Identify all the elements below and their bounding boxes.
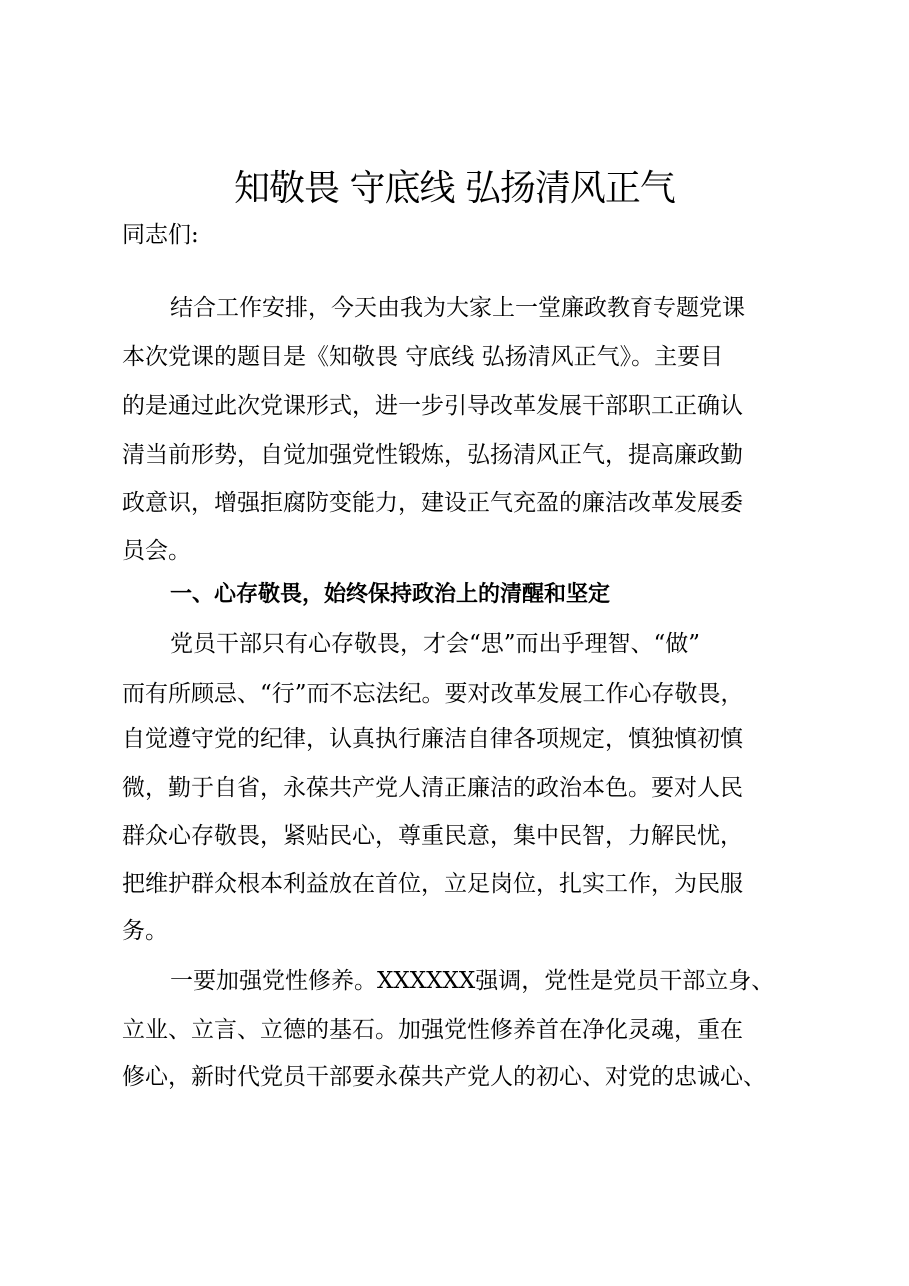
section1-sub-line-3: 修心，新时代党员干部要永葆共产党人的初心、对党的忠诚心、 [122,1064,766,1090]
section-heading-1: 一、心存敬畏，始终保持政治上的清醒和坚定 [170,582,611,607]
document-title: 知敬畏 守底线 弘扬清风正气 [234,168,675,209]
intro-line-2: 本次党课的题目是《知敬畏 守底线 弘扬清风正气》。主要目 [122,344,724,370]
intro-line-1: 结合工作安排，今天由我为大家上一堂廉政教育专题党课 [170,295,745,321]
section1-line-3: 自觉遵守党的纪律，认真执行廉洁自律各项规定，慎独慎初慎 [122,726,743,752]
section1-line-2: 而有所顾忌、“行”而不忘法纪。要对改革发展工作心存敬畏， [122,681,744,707]
section1-sub-line-1: 一要加强党性修养。XXXXXX强调，党性是党员干部立身、 [170,968,775,994]
section1-line-5: 群众心存敬畏，紧贴民心，尊重民意，集中民智，力解民忧， [122,823,743,849]
intro-line-6: 员会。 [122,538,191,564]
section1-sub-line-2: 立业、立言、立德的基石。加强党性修养首在净化灵魂，重在 [122,1017,743,1043]
section1-line-4: 微，勤于自省，永葆共产党人清正廉洁的政治本色。要对人民 [122,775,743,801]
section1-line-7: 务。 [122,918,168,944]
intro-line-3: 的是通过此次党课形式，进一步引导改革发展干部职工正确认 [122,393,743,419]
section1-line-6: 把维护群众根本利益放在首位，立足岗位，扎实工作，为民服 [122,871,743,897]
intro-line-4: 清当前形势，自觉加强党性锻炼，弘扬清风正气，提高廉政勤 [122,442,743,468]
salutation: 同志们: [122,222,199,248]
intro-line-5: 政意识，增强拒腐防变能力，建设正气充盈的廉洁改革发展委 [122,490,743,516]
section1-line-1: 党员干部只有心存敬畏，才会“思”而出乎理智、“做” [170,631,701,657]
